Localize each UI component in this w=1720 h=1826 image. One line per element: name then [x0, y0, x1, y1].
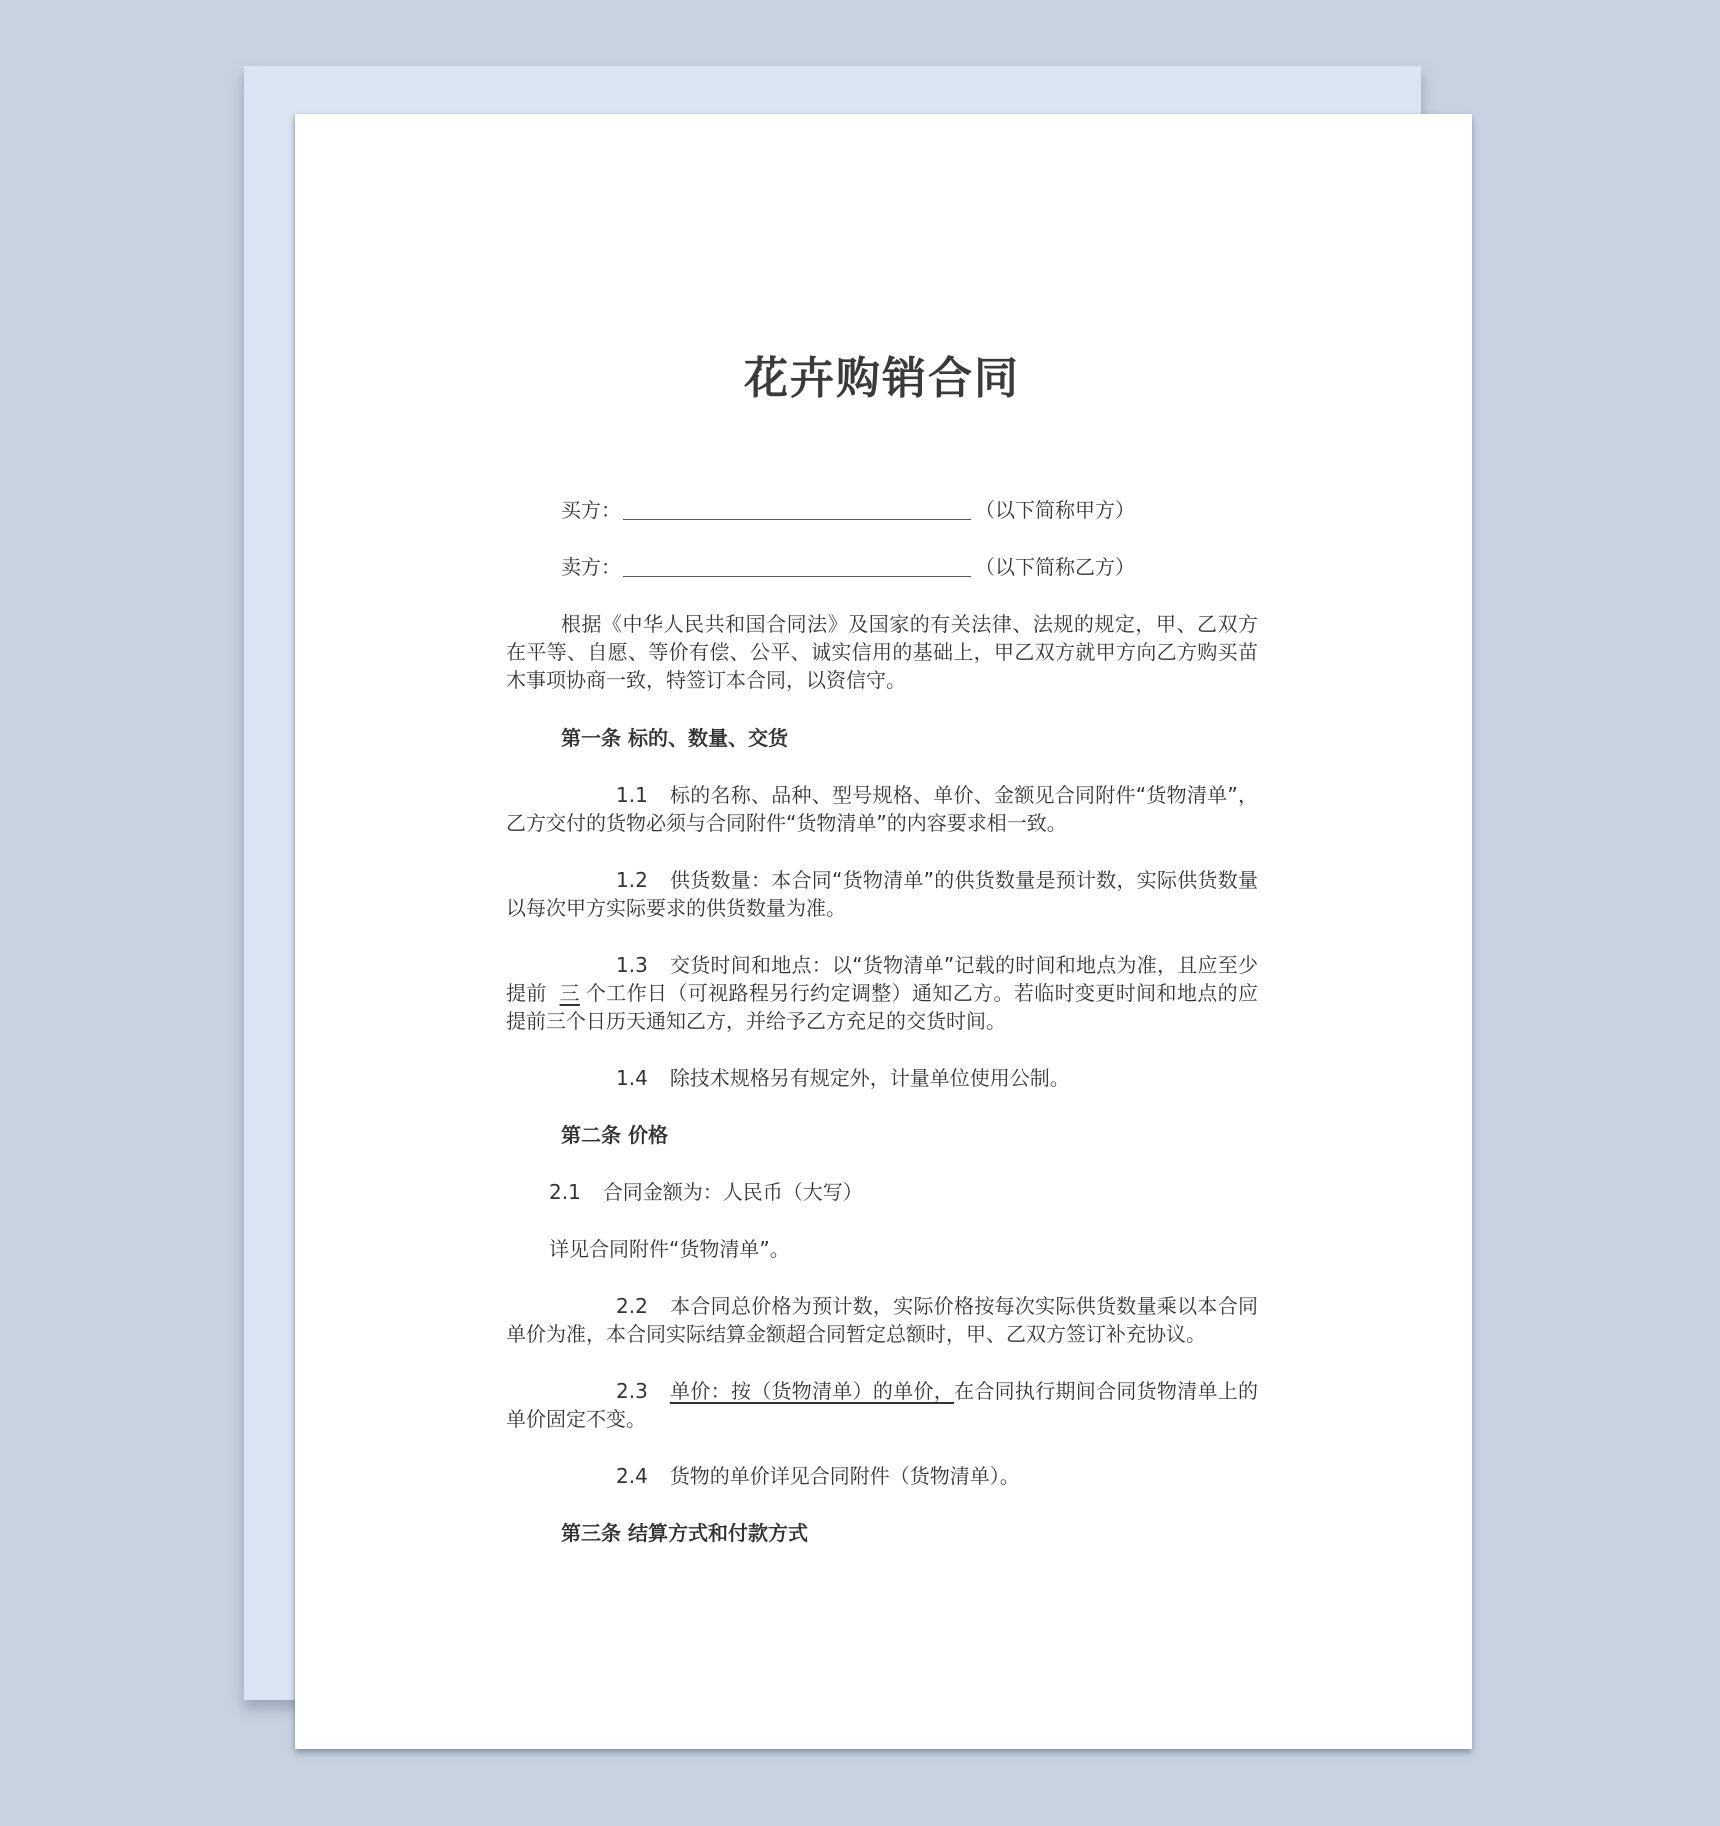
- clause-number: 2.1: [549, 1180, 581, 1204]
- buyer-line: [506, 496, 1258, 524]
- clause-text: 除技术规格另有规定外，计量单位使用公制。: [669, 1066, 1070, 1090]
- clause-2-2: [506, 1292, 1258, 1348]
- document-title: 花卉购销合同: [744, 353, 1020, 404]
- buyer-name-field[interactable]: [623, 499, 971, 520]
- clause-text: 标的名称、品种、型号规格、单价、金额见合同附件“货物清单”，乙方交付的货物必须与合同附件“货物清单”的内容要求相一致。: [506, 783, 1258, 835]
- clause-2-3: [506, 1377, 1258, 1433]
- clause-number: 2.4: [616, 1464, 648, 1488]
- clause-number: 2.3: [616, 1379, 648, 1403]
- clause-2-4: [506, 1462, 1258, 1490]
- clause-text: 货物的单价详见合同附件（货物清单）。: [669, 1464, 1020, 1488]
- clause-number: 1.4: [616, 1066, 648, 1090]
- clause-text-cont: 个工作日（可视路程另行约定调整）通知乙方。若临时变更时间和地点的应提前三个日历天通知乙方，并给予乙方充足的交货时间。: [506, 981, 1259, 1033]
- seller-name-field[interactable]: [623, 556, 971, 577]
- clause-number: 2.2: [616, 1294, 648, 1318]
- clause-1-1: [506, 781, 1258, 837]
- buyer-label: 买方：: [561, 498, 621, 522]
- clause-number: 1.3: [616, 953, 648, 977]
- seller-suffix: （以下简称乙方）: [975, 555, 1135, 579]
- clause-1-2: [506, 866, 1258, 922]
- clause-2-1-note: 详见合同附件“货物清单”。: [549, 1237, 790, 1261]
- article-1-heading: 第一条 标的、数量、交货: [561, 726, 788, 750]
- clause-text: 在合同执行期间合同货物清单上的单价固定不变。: [506, 1379, 1259, 1431]
- article-2-heading: 第二条 价格: [561, 1123, 668, 1147]
- clause-text: 交货时间和地点：以“货物清单”记载的时间和地点为准，且应至少提前: [506, 953, 1258, 1005]
- notice-days-fill[interactable]: 三: [559, 981, 580, 1005]
- clause-underlined-text: 单价：按（货物清单）的单价，: [669, 1379, 955, 1403]
- clause-number: 1.1: [616, 783, 648, 807]
- clause-text: 供货数量：本合同“货物清单”的供货数量是预计数，实际供货数量以每次甲方实际要求的供货数量为准。: [506, 868, 1258, 920]
- seller-label: 卖方：: [561, 555, 621, 579]
- article-3-heading: 第三条 结算方式和付款方式: [561, 1521, 808, 1545]
- buyer-suffix: （以下简称甲方）: [975, 498, 1135, 522]
- clause-number: 1.2: [616, 868, 648, 892]
- clause-text: 合同金额为：人民币（大写）: [602, 1180, 863, 1204]
- clause-1-3: [506, 951, 1258, 1035]
- clause-text: 本合同总价格为预计数，实际价格按每次实际供货数量乘以本合同单价为准，本合同实际结算金额超合同暂定总额时，甲、乙双方签订补充协议。: [506, 1294, 1258, 1346]
- preamble-paragraph: 根据《中华人民共和国合同法》及国家的有关法律、法规的规定，甲、乙双方在平等、自愿、等价有偿、公平、诚实信用的基础上，甲乙双方就甲方向乙方购买苗木事项协商一致，特签订本合同，以资信守。: [506, 612, 1258, 692]
- clause-1-4: [506, 1064, 1258, 1092]
- document-page: [295, 114, 1472, 1749]
- clause-2-1: [506, 1178, 1258, 1206]
- seller-line: [506, 553, 1258, 581]
